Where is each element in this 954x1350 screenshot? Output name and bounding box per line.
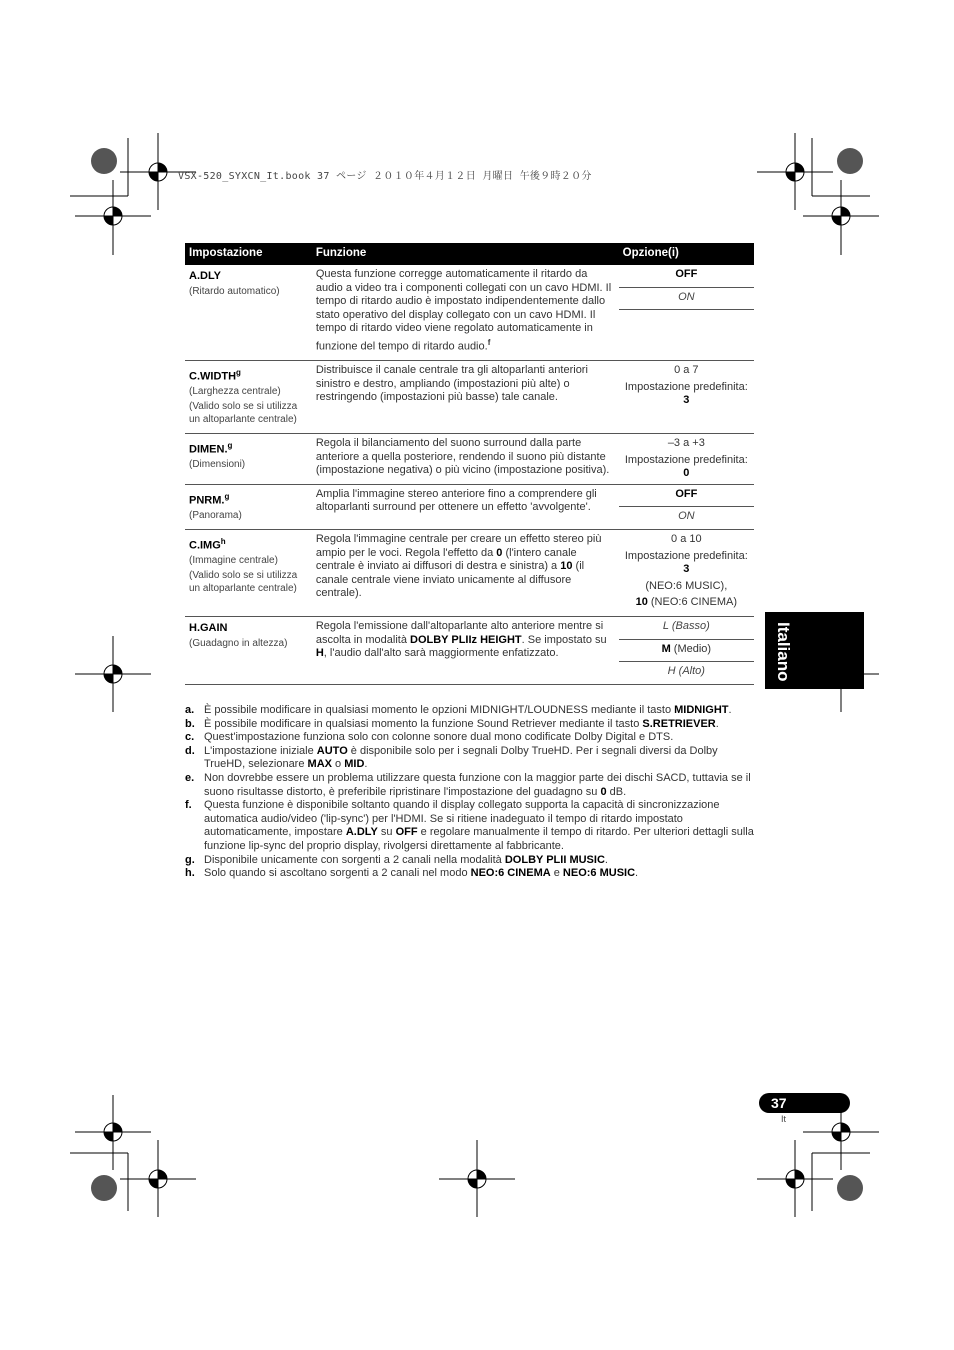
option-default: Impostazione predefinita: 3 — [624, 380, 748, 407]
setting-cell — [185, 265, 312, 361]
footnotes — [185, 704, 755, 881]
options-cell — [619, 484, 754, 529]
setting-description: (Immagine centrale) — [189, 555, 278, 567]
setting-name: C.IMG$^h$ — [189, 536, 226, 552]
table-row — [185, 265, 754, 361]
setting-name: PNRM.$^g$ — [189, 491, 230, 507]
option-range: –3 a +3 — [667, 436, 705, 449]
footnote: d. L'impostazione iniziale AUTO è disponibile solo per i segnali Dolby TrueHD. Per i segnali diversi da Dolby TrueHD, selezionare MAX o MID. — [185, 744, 718, 771]
options-cell — [619, 361, 754, 434]
setting-name: DIMEN.$^g$ — [189, 440, 233, 456]
table-header-row — [185, 243, 754, 265]
footnote: b. È possibile modificare in qualsiasi momento la funzione Sound Retriever mediante il tasto S.RETRIEVER. — [185, 717, 719, 730]
settings-table — [185, 243, 754, 685]
setting-cell — [185, 529, 312, 616]
footnote-ref: f — [487, 337, 491, 347]
setting-note: (Valido solo se si utilizza un altoparlante centrale) — [189, 569, 298, 595]
col-options-header: Opzione(i) — [619, 243, 754, 265]
table-row — [185, 361, 754, 434]
footnote: e. Non dovrebbe essere un problema utilizzare questa funzione con la maggior parte dei dischi SACD, tuttavia se il suono risultasse distorto, è preferibile ripristinare l'impostazione del guadagno su 0 dB. — [185, 771, 751, 798]
footnote: c. Quest'impostazione funziona solo con colonne sonore dual mono codificate Dolby Digital e DTS. — [185, 731, 674, 744]
option-range: 0 a 10 — [671, 532, 702, 545]
options-cell — [619, 616, 754, 684]
setting-cell — [185, 484, 312, 529]
table-row — [185, 484, 754, 529]
footnote: a. È possibile modificare in qualsiasi momento le opzioni MIDNIGHT/LOUDNESS mediante il tasto MIDNIGHT. — [185, 704, 732, 716]
setting-description: (Larghezza centrale) — [189, 386, 281, 398]
function-cell: Regola l'emissione dall'altoparlante alto anteriore mentre si ascolta in modalità DOLBY PLIIz HEIGHT. Se impostato su H, l'audio dall'alto sarà maggiormente enfatizzato. — [312, 616, 619, 684]
page-number-badge — [759, 1093, 850, 1113]
setting-cell — [185, 616, 312, 684]
setting-name: C.WIDTH$^g$ — [189, 368, 241, 383]
options-cell — [619, 433, 754, 484]
setting-description: (Ritardo automatico) — [189, 285, 280, 297]
option-value: ON — [619, 288, 754, 311]
option-value: ON — [678, 510, 695, 523]
footnote: f. Questa funzione è disponibile soltanto quando il display collegato supporta la capacità di sincronizzazione automatica audio/video ('lip-sync') per l'HDMI. Se si ritiene inadeguato il tempo di ritardo impostato automaticamente, impostare A.DLY su OFF e regolare manualmente il tempo di ritardo. Per ulteriori dettagli sulla funzione lip-sync del proprio display, rivolgersi direttamente al fabbricante. — [185, 799, 754, 852]
language-code: It — [781, 1114, 787, 1124]
setting-cell — [185, 361, 312, 434]
option-extra: (NEO:6 MUSIC), — [645, 579, 728, 592]
function-cell: Amplia l'immagine stereo anteriore fino a comprendere gli altoparlanti surround per ottenere un effetto 'avvolgente'. — [312, 484, 619, 529]
option-value: H (Alto) — [667, 665, 705, 678]
footnote: g. Disponibile unicamente con sorgenti a 2 canali nella modalità DOLBY PLII MUSIC. — [185, 853, 608, 866]
option-default: Impostazione predefinita: 0 — [624, 453, 748, 480]
print-header: VSX-520_SYXCN_It.book 37 ページ ２０１０年４月１２日 月曜日 午後９時２０分 — [178, 171, 592, 182]
table-row — [185, 529, 754, 616]
language-tab — [765, 612, 864, 689]
option-value: M (Medio) — [619, 640, 754, 663]
table-row — [185, 616, 754, 684]
setting-description: (Guadagno in altezza) — [189, 637, 288, 649]
setting-note: (Valido solo se si utilizza un altoparlante centrale) — [189, 400, 298, 426]
footnote: h. Solo quando si ascoltano sorgenti a 2 canali nel modo NEO:6 CINEMA e NEO:6 MUSIC. — [185, 867, 639, 880]
option-value: OFF — [619, 485, 754, 508]
col-function-header: Funzione — [312, 243, 619, 265]
function-cell: Regola il bilanciamento del suono surround dalla parte anteriore a quella posteriore, rendendo il suono più distante (impostazione negativa) o più vicino (impostazione positiva). — [312, 433, 619, 484]
col-setting-header: Impostazione — [185, 243, 312, 265]
setting-name: A.DLY — [189, 270, 221, 282]
page-number: 37 — [771, 1095, 787, 1111]
option-extra: 10 (NEO:6 CINEMA) — [635, 596, 738, 609]
setting-description: (Dimensioni) — [189, 459, 246, 471]
option-value: OFF — [619, 265, 754, 288]
language-label: Italiano — [774, 622, 793, 682]
function-cell: Questa funzione corregge automaticamente il ritardo da audio a video tra i componenti collegati con un cavo HDMI. Il tempo di ritardo audio è impostato indipendentemente dallo stato operativo del display collegato con un cavo HDMI. Il tempo di ritardo video viene regolato automaticamente in funzione del tempo di ritardo audio.$^f$ — [312, 265, 619, 361]
setting-cell — [185, 433, 312, 484]
setting-description: (Panorama) — [189, 510, 242, 521]
options-cell — [619, 529, 754, 616]
function-cell: Distribuisce il canale centrale tra gli altoparlanti anteriori sinistro e destro, ampliando (impostazioni più alte) o restringendo (impostazioni più basse) tale canale. — [312, 361, 619, 434]
setting-name: H.GAIN — [189, 621, 228, 634]
option-range: 0 a 7 — [674, 364, 699, 377]
option-default: Impostazione predefinita: 3 — [624, 549, 748, 576]
options-cell — [619, 265, 754, 361]
function-cell: Regola l'immagine centrale per creare un effetto stereo più ampio per le voci. Regola l'effetto da 0 (l'intero canale centrale è inviato ai diffusori di destra e sinistra) a 10 (il canale centrale viene inviato unicamente al diffusore centrale). — [312, 529, 619, 616]
option-value: L (Basso) — [619, 617, 754, 640]
table-row — [185, 433, 754, 484]
